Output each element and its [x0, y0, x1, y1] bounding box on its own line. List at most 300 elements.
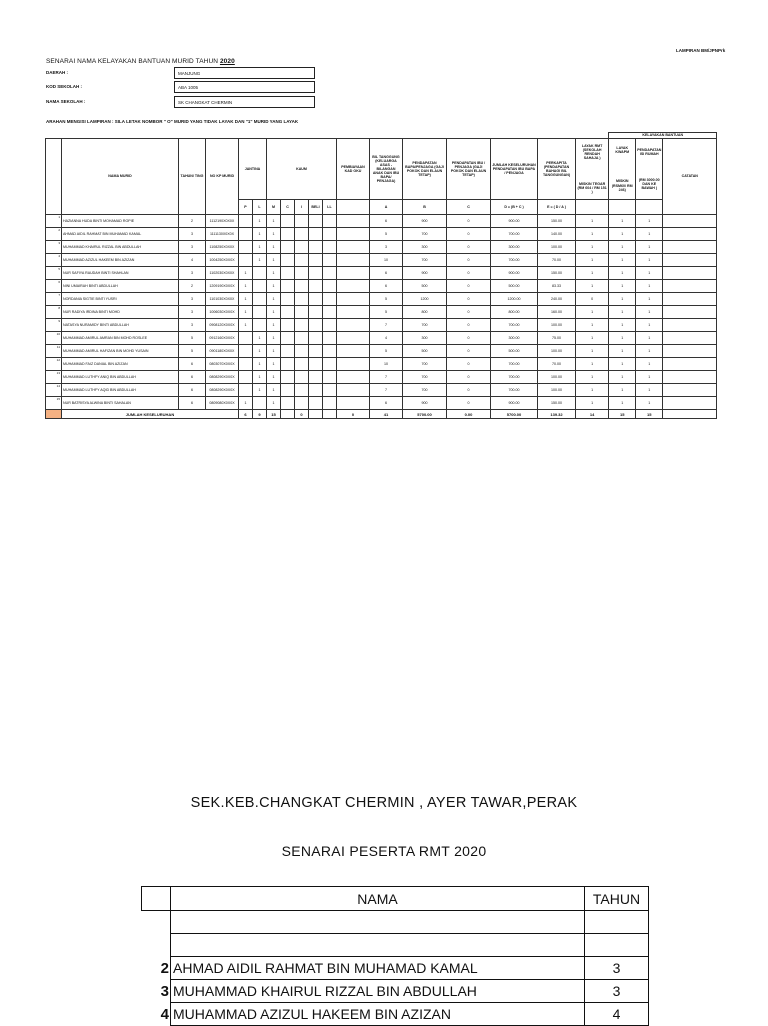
bil-tanggung-cell: 10: [370, 358, 403, 371]
rmt-row-number: 3: [160, 982, 169, 1000]
pendapatan-ibu-cell: 0: [447, 293, 491, 306]
jantina-p-cell: 1: [239, 293, 253, 306]
sub-e: E = ( D / A ): [538, 200, 576, 215]
kaum-i-cell: [295, 358, 309, 371]
sub-m: M: [267, 200, 281, 215]
tahun-cell: 4: [179, 254, 206, 267]
kaum-i-cell: [295, 215, 309, 228]
student-name: NUR RADIYA IRDINA BINTI MOHD: [62, 306, 179, 319]
nama-murid-header: NAMA MURID: [62, 139, 179, 215]
kaum-i-cell: [295, 267, 309, 280]
kaum-ll-cell: [323, 241, 337, 254]
kaum-c-cell: [281, 241, 295, 254]
perkapita-cell: 70.00: [538, 254, 576, 267]
rmt-row-number: [142, 934, 171, 957]
total-ll: [323, 410, 337, 419]
kaum-ll-cell: [323, 384, 337, 397]
student-name: NINI UMAIRAH BINTI ABDULLAH: [62, 280, 179, 293]
layak-rmt-cell: 1: [576, 371, 609, 384]
rmt-row: [142, 957, 649, 980]
row-number: 13: [46, 371, 62, 384]
kaum-c-cell: [281, 397, 295, 410]
layak-kwapm-cell: 1: [609, 384, 636, 397]
perkapita-cell: 100.00: [538, 371, 576, 384]
jantina-l-cell: [253, 280, 267, 293]
student-name: MUHAMMAD LUTHFY AQID BIN ABDULLAH: [62, 384, 179, 397]
table-row: [46, 254, 717, 267]
bil-tanggung-cell: 6: [370, 397, 403, 410]
jantina-p-cell: 1: [239, 319, 253, 332]
rmt-row-number: 4: [160, 1005, 169, 1023]
no-kp-cell: 1102030X0X0X: [206, 267, 239, 280]
kaum-beli-cell: [309, 332, 323, 345]
tahun-cell: 5: [179, 332, 206, 345]
pembiayaan-cell: [337, 358, 370, 371]
table-row: [46, 319, 717, 332]
tahun-cell: 2: [179, 280, 206, 293]
catatan-cell: [663, 306, 717, 319]
kaum-ll-cell: [323, 397, 337, 410]
pendapatan-bapa-header: PENDAPATAN BAPA/PENJAGA (GAJI POKOK DAN ELAUN TETAP): [403, 139, 447, 200]
student-name: MUHAMMAD KHAIRUL RIZZAL BIN ABDULLAH: [62, 241, 179, 254]
table-row: [46, 371, 717, 384]
pembiayaan-cell: [337, 254, 370, 267]
jantina-p-cell: 1: [239, 397, 253, 410]
catatan-cell: [663, 371, 717, 384]
pendapatan-bapa-cell: 1200: [403, 293, 447, 306]
kaum-i-cell: [295, 345, 309, 358]
pendapatan-rumah-cell: 1: [636, 228, 663, 241]
jantina-l-cell: [253, 397, 267, 410]
rmt-row: [142, 911, 649, 934]
kaum-m-cell: 1: [267, 215, 281, 228]
kaum-m-cell: 1: [267, 319, 281, 332]
kaum-m-cell: 1: [267, 293, 281, 306]
kod-sekolah-row: [46, 81, 270, 94]
kaum-ll-cell: [323, 306, 337, 319]
no-kp-cell: 0803070X0X0X: [206, 358, 239, 371]
kaum-i-cell: [295, 228, 309, 241]
student-name: MUHAMMAD FAIZ DANIAL BIN AZIZAN: [62, 358, 179, 371]
kaum-c-cell: [281, 254, 295, 267]
kaum-m-cell: 1: [267, 371, 281, 384]
kaum-ll-cell: [323, 358, 337, 371]
total-r3: 15: [636, 410, 663, 419]
kaum-ll-cell: [323, 280, 337, 293]
jantina-l-cell: 1: [253, 241, 267, 254]
jantina-p-cell: [239, 241, 253, 254]
no-kp-cell: 0809080X0X0X: [206, 397, 239, 410]
kaum-c-cell: [281, 358, 295, 371]
layak-kwapm-cell: 1: [609, 267, 636, 280]
pendapatan-bapa-cell: 900: [403, 397, 447, 410]
table-row: [46, 358, 717, 371]
kaum-beli-cell: [309, 371, 323, 384]
row-number: 15: [46, 397, 62, 410]
rmt-student-name: MUHAMMAD KHAIRUL RIZZAL BIN ABDULLAH: [171, 980, 585, 1003]
kaum-beli-cell: [309, 241, 323, 254]
rmt-no-header: [142, 887, 171, 911]
sub-c-income: C: [447, 200, 491, 215]
kaum-ll-cell: [323, 228, 337, 241]
pendapatan-rumah-cell: 1: [636, 306, 663, 319]
row-number: 11: [46, 345, 62, 358]
layak-rmt-cell: 1: [576, 228, 609, 241]
kaum-ll-cell: [323, 332, 337, 345]
rmt-student-tahun: [585, 911, 649, 934]
kaum-c-cell: [281, 345, 295, 358]
layak-kwapm-cell: 1: [609, 397, 636, 410]
pembiayaan-cell: [337, 384, 370, 397]
layak-kwapm-cell: 1: [609, 319, 636, 332]
rm3000-sub: (RM 3000.00 DAN KE BAWAH ): [638, 177, 660, 191]
pendapatan-ibu-cell: 0: [447, 345, 491, 358]
pendapatan-rumah-cell: 1: [636, 293, 663, 306]
pendapatan-bapa-cell: 700: [403, 228, 447, 241]
jantina-p-cell: [239, 384, 253, 397]
rmt-student-tahun: 4: [585, 1003, 649, 1026]
tahun-cell: 3: [179, 228, 206, 241]
catatan-cell: [663, 241, 717, 254]
jumlah-cell: 900.00: [491, 397, 538, 410]
kaum-m-cell: 1: [267, 241, 281, 254]
tahun-cell: 6: [179, 397, 206, 410]
no-kp-cell: 0808290X0X0X: [206, 371, 239, 384]
student-name: MUHAMMAD AZIZUL HAKEEM BIN AZIZAN: [62, 254, 179, 267]
total-e: 139.32: [538, 410, 576, 419]
jumlah-cell: 500.00: [491, 280, 538, 293]
no-kp-cell: 1108250X0X0X: [206, 241, 239, 254]
catatan-cell: [663, 280, 717, 293]
kaum-i-cell: [295, 293, 309, 306]
pembiayaan-cell: [337, 215, 370, 228]
total-catatan: [663, 410, 717, 419]
kod-sekolah-value: ABA 1005: [174, 81, 315, 93]
pembiayaan-cell: [337, 228, 370, 241]
total-d: 5700.00: [491, 410, 538, 419]
pendapatan-bapa-cell: 700: [403, 371, 447, 384]
row-number: 6: [46, 280, 62, 293]
pendapatan-bapa-cell: 500: [403, 280, 447, 293]
miskin-sub: MISKIN (RSM60/ RM 246): [611, 179, 633, 192]
tahun-cell: 6: [179, 384, 206, 397]
pendapatan-rumah-cell: 1: [636, 384, 663, 397]
jumlah-cell: 900.00: [491, 267, 538, 280]
jantina-p-cell: [239, 254, 253, 267]
row-number: 1: [46, 215, 62, 228]
perkapita-header: PERKAPITA (PENDAPATAN BAHAGI BIL TANGGUNGAN): [538, 139, 576, 200]
perkapita-cell: 150.00: [538, 267, 576, 280]
jantina-l-cell: [253, 267, 267, 280]
layak-rmt-cell: 1: [576, 254, 609, 267]
layak-kwapm-cell: 1: [609, 293, 636, 306]
row-number: 7: [46, 293, 62, 306]
bil-tanggung-cell: 5: [370, 228, 403, 241]
layak-kwapm-cell: 1: [609, 371, 636, 384]
jantina-p-cell: [239, 215, 253, 228]
kelayakan-bantuan-header: KELAYAKAN BANTUAN: [609, 133, 717, 139]
pendapatan-ibu-cell: 0: [447, 215, 491, 228]
pendapatan-rumah-cell: 1: [636, 215, 663, 228]
total-r1: 14: [576, 410, 609, 419]
sub-c: C: [281, 200, 295, 215]
nama-sekolah-row: [46, 96, 270, 109]
rmt-title: SENARAI PESERTA RMT 2020: [281, 843, 487, 859]
pembiayaan-cell: [337, 332, 370, 345]
jantina-p-cell: 1: [239, 306, 253, 319]
layak-rmt-cell: 1: [576, 241, 609, 254]
sub-b: B: [403, 200, 447, 215]
perkapita-cell: 150.00: [538, 215, 576, 228]
tahun-cell: 3: [179, 293, 206, 306]
tahun-cell: 3: [179, 319, 206, 332]
pendapatan-bapa-cell: 700: [403, 319, 447, 332]
table-row: [46, 241, 717, 254]
pendapatan-bapa-cell: 900: [403, 267, 447, 280]
table-row: [46, 267, 717, 280]
pembiayaan-header: PEMBIAYAAN KAD OKU: [337, 139, 370, 200]
bil-tanggung-cell: 7: [370, 319, 403, 332]
sub-r1: [576, 200, 609, 215]
kaum-beli-cell: [309, 384, 323, 397]
catatan-cell: [663, 293, 717, 306]
jantina-p-cell: [239, 332, 253, 345]
kaum-c-cell: [281, 306, 295, 319]
layak-kwapm-cell: 1: [609, 241, 636, 254]
layak-kwapm-header: [609, 139, 636, 200]
kaum-ll-cell: [323, 371, 337, 384]
jantina-l-cell: 1: [253, 358, 267, 371]
jantina-l-cell: 1: [253, 254, 267, 267]
kaum-c-cell: [281, 332, 295, 345]
rmt-row: [142, 934, 649, 957]
kaum-m-cell: 1: [267, 254, 281, 267]
pendapatan-bapa-cell: 700: [403, 358, 447, 371]
pembiayaan-cell: [337, 371, 370, 384]
layak-kwapm-cell: 1: [609, 280, 636, 293]
sub-ll: LL: [323, 200, 337, 215]
tahun-cell: 6: [179, 358, 206, 371]
sub-l: L: [253, 200, 267, 215]
nama-sekolah-label: NAMA SEKOLAH :: [46, 99, 86, 104]
pendapatan-ibu-cell: 0: [447, 280, 491, 293]
perkapita-cell: 75.00: [538, 332, 576, 345]
bil-tanggung-cell: 10: [370, 254, 403, 267]
layak-rmt-cell: 1: [576, 358, 609, 371]
pendapatan-rumah-cell: 1: [636, 358, 663, 371]
kaum-m-cell: 1: [267, 358, 281, 371]
daerah-value: MANJUNG: [174, 67, 315, 79]
jantina-l-cell: 1: [253, 215, 267, 228]
bil-tanggung-cell: 7: [370, 371, 403, 384]
rmt-student-tahun: [585, 934, 649, 957]
tahun-cell: 3: [179, 306, 206, 319]
catatan-cell: [663, 397, 717, 410]
pendapatan-rumah-cell: 1: [636, 280, 663, 293]
no-kp-cell: 0908120X0X0X: [206, 319, 239, 332]
catatan-cell: [663, 228, 717, 241]
kaum-m-cell: 1: [267, 228, 281, 241]
table-row: [46, 280, 717, 293]
bil-tanggung-cell: 5: [370, 306, 403, 319]
jantina-p-cell: [239, 358, 253, 371]
perkapita-cell: 100.00: [538, 319, 576, 332]
jumlah-cell: 700.00: [491, 254, 538, 267]
sub-a: A: [370, 200, 403, 215]
layak-rmt-cell: 1: [576, 319, 609, 332]
miskin-tegar-sub: MISKIN TEGAR (RM 604 / RM 151 ): [577, 182, 607, 195]
table-row: [46, 384, 717, 397]
kaum-beli-cell: [309, 267, 323, 280]
daerah-row: [46, 67, 270, 80]
jumlah-cell: 700.00: [491, 371, 538, 384]
lampiran-label: LAMPIRAN BM/JPNPrk: [676, 48, 726, 53]
jumlah-cell: 900.00: [491, 215, 538, 228]
kaum-beli-cell: [309, 228, 323, 241]
perkapita-cell: 160.00: [538, 306, 576, 319]
rmt-table: [141, 886, 649, 1026]
student-name: MUHAMMAD AMIRUL HAFIZAN BIN MOHD YUSAIN: [62, 345, 179, 358]
perkapita-cell: 140.00: [538, 228, 576, 241]
jantina-p-cell: [239, 228, 253, 241]
bil-tanggung-cell: 6: [370, 215, 403, 228]
tahun-cell: 3: [179, 241, 206, 254]
pendapatan-rumah-cell: 1: [636, 267, 663, 280]
jantina-p-cell: 1: [239, 280, 253, 293]
student-name: AHMAD AIDIL RAHMAT BIN MUHAMAD KAMAL: [62, 228, 179, 241]
pendapatan-ibu-cell: 0: [447, 371, 491, 384]
student-name: MUHAMMAD LUTHFY ANIQ BIN ABDULLAH: [62, 371, 179, 384]
pendapatan-bapa-cell: 800: [403, 306, 447, 319]
rmt-row: [142, 1003, 649, 1026]
kaum-ll-cell: [323, 319, 337, 332]
jantina-p-cell: [239, 371, 253, 384]
kaum-c-cell: [281, 280, 295, 293]
table-row: [46, 306, 717, 319]
kaum-m-cell: 1: [267, 306, 281, 319]
tahun-cell: 2: [179, 215, 206, 228]
jumlah-cell: 800.00: [491, 306, 538, 319]
perkapita-cell: 150.00: [538, 397, 576, 410]
form-title: [46, 58, 235, 65]
kaum-ll-cell: [323, 267, 337, 280]
pendapatan-rumah-cell: 1: [636, 345, 663, 358]
kaum-m-cell: 1: [267, 280, 281, 293]
perkapita-cell: 83.33: [538, 280, 576, 293]
kaum-i-cell: [295, 332, 309, 345]
total-pembiayaan: 0: [337, 410, 370, 419]
pendapatan-rumah-header: [636, 139, 663, 200]
pendapatan-ibu-cell: 0: [447, 228, 491, 241]
perkapita-cell: 240.00: [538, 293, 576, 306]
kaum-c-cell: [281, 384, 295, 397]
tahun-cell: 5: [179, 345, 206, 358]
jantina-p-cell: 1: [239, 267, 253, 280]
tahun-cell: 6: [179, 371, 206, 384]
sub-p: P: [239, 200, 253, 215]
layak-rmt-cell: 1: [576, 397, 609, 410]
row-number: 14: [46, 384, 62, 397]
jantina-l-cell: 1: [253, 228, 267, 241]
rmt-row: [142, 980, 649, 1003]
form-title-text: SENARAI NAMA KELAYAKAN BANTUAN MURID TAHUN: [46, 58, 219, 65]
kaum-beli-cell: [309, 215, 323, 228]
pembiayaan-cell: [337, 397, 370, 410]
no-kp-cell: 1101030X0X0X: [206, 293, 239, 306]
catatan-header: CATATAN: [663, 139, 717, 215]
kaum-m-cell: 1: [267, 345, 281, 358]
student-name: MUHAMMAD AMIRUL AMRAN BIN MOHD ROSLEE: [62, 332, 179, 345]
pendapatan-ibu-cell: 0: [447, 358, 491, 371]
kaum-c-cell: [281, 319, 295, 332]
rmt-tahun-header: TAHUN: [585, 887, 649, 911]
jumlah-cell: 700.00: [491, 228, 538, 241]
pendapatan-bapa-cell: 700: [403, 384, 447, 397]
kaum-i-cell: [295, 254, 309, 267]
total-beli: [309, 410, 323, 419]
pembiayaan-cell: [337, 306, 370, 319]
kaum-c-cell: [281, 371, 295, 384]
sub-beli: BELI: [309, 200, 323, 215]
layak-rmt-cell: 1: [576, 332, 609, 345]
jumlah-cell: 300.00: [491, 332, 538, 345]
layak-rmt-cell: 1: [576, 345, 609, 358]
kaum-beli-cell: [309, 280, 323, 293]
bil-tanggung-cell: 7: [370, 384, 403, 397]
no-kp-cell: 1209190X0X0X: [206, 280, 239, 293]
total-row: [46, 410, 717, 419]
catatan-cell: [663, 267, 717, 280]
kaum-beli-cell: [309, 358, 323, 371]
kaum-i-cell: [295, 319, 309, 332]
catatan-cell: [663, 319, 717, 332]
student-name: HAZIANNA HUDA BINTI MOHAMAD ROPIE: [62, 215, 179, 228]
kaum-i-cell: [295, 397, 309, 410]
no-kp-cell: 0901180X0X0X: [206, 345, 239, 358]
catatan-cell: [663, 384, 717, 397]
kaum-beli-cell: [309, 254, 323, 267]
nama-sekolah-value: SK CHANGKAT CHERMIN: [174, 96, 315, 108]
layak-rmt-title: LAYAK RMT (SEKOLAH RENDAH SAHAJA ): [581, 143, 603, 160]
pendapatan-rumah-cell: 1: [636, 241, 663, 254]
no-kp-cell: 1004250X0X0X: [206, 254, 239, 267]
no-kp-cell: 1112190X0X0X: [206, 215, 239, 228]
layak-kwapm-cell: 1: [609, 332, 636, 345]
sub-pembiayaan: [337, 200, 370, 215]
no-kp-cell: 1006030X0X0X: [206, 306, 239, 319]
layak-rmt-cell: 1: [576, 306, 609, 319]
layak-rmt-cell: 1: [576, 280, 609, 293]
no-kp-cell: 1111130X0X0X: [206, 228, 239, 241]
kaum-beli-cell: [309, 319, 323, 332]
pendapatan-ibu-cell: 0: [447, 384, 491, 397]
pendapatan-ibu-cell: 0: [447, 254, 491, 267]
total-i: 0: [295, 410, 309, 419]
layak-kwapm-cell: 1: [609, 358, 636, 371]
rmt-student-name: AHMAD AIDIL RAHMAT BIN MUHAMAD KAMAL: [171, 957, 585, 980]
rmt-student-name: [171, 911, 585, 934]
pendapatan-ibu-cell: 0: [447, 306, 491, 319]
catatan-cell: [663, 215, 717, 228]
pembiayaan-cell: [337, 293, 370, 306]
bil-tanggung-cell: 6: [370, 280, 403, 293]
kaum-header: KAUM: [267, 139, 337, 200]
bil-tanggung-cell: 3: [370, 241, 403, 254]
bil-tanggung-cell: 5: [370, 345, 403, 358]
perkapita-cell: 70.00: [538, 358, 576, 371]
jantina-header: JANTINA: [239, 139, 267, 200]
kaum-beli-cell: [309, 397, 323, 410]
